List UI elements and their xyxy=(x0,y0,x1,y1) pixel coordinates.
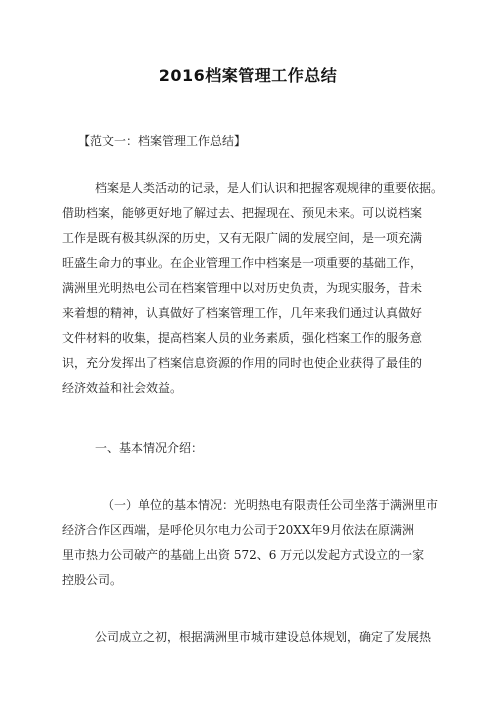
paragraph-line: 识，充分发挥出了档案信息资源的作用的同时也使企业获得了最佳的 xyxy=(62,356,423,370)
paragraph-line: 档案是人类活动的记录，是人们认识和把握客观规律的重要依据。 xyxy=(95,181,444,195)
paragraph-line: 旺盛生命力的事业。在企业管理工作中档案是一项重要的基础工作， xyxy=(62,256,423,270)
paragraph-line: 控股公司。 xyxy=(62,573,123,587)
paragraph-line: 满洲里光明热电公司在档案管理中以对历史负责，为现实服务，昔未 xyxy=(62,281,423,295)
paragraph-line: 来着想的精神，认真做好了档案管理工作，几年来我们通过认真做好 xyxy=(62,306,423,320)
paragraph-line: 里市热力公司破产的基础上出资 572、6 万元以发起方式设立的一家 xyxy=(62,548,425,562)
paragraph-line: 经济效益和社会效益。 xyxy=(62,381,183,395)
paragraph-line: 文件材料的收集，提高档案人员的业务素质，强化档案工作的服务意 xyxy=(62,331,423,345)
paragraph-line: 经济合作区西端，是呼伦贝尔电力公司于20XX年9月依法在原满洲 xyxy=(62,523,414,537)
paragraph-line: 工作是既有极其纵深的历史，又有无限广阔的发展空间，是一项充满 xyxy=(62,231,423,245)
paragraph-line: （一）单位的基本情况：光明热电有限责任公司坐落于满洲里市 xyxy=(102,498,439,512)
section-heading-sample-one: 【范文一：档案管理工作总结】 xyxy=(78,134,247,148)
paragraph-line: 公司成立之初，根据满洲里市城市建设总体规划，确定了发展热 xyxy=(95,630,432,644)
document-title: 2016档案管理工作总结 xyxy=(158,66,338,85)
paragraph-line: 借助档案，能够更好地了解过去、把握现在、预见未来。可以说档案 xyxy=(62,206,423,220)
section-heading-basic-info: 一、基本情况介绍： xyxy=(95,441,204,455)
